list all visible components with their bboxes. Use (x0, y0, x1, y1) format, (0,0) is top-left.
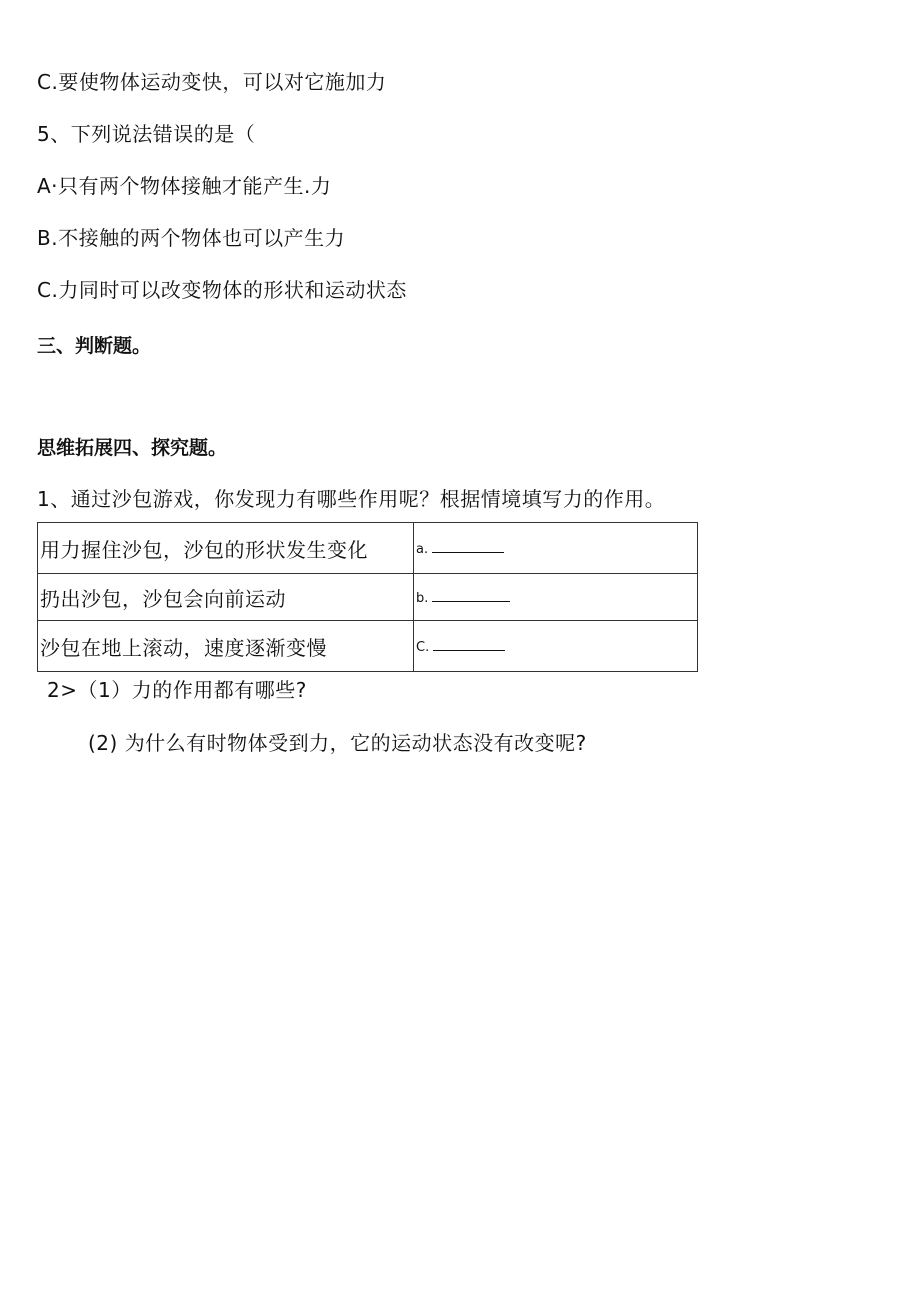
question-5: 5、下列说法错误的是（ (37, 122, 256, 146)
answer-cell[interactable] (414, 523, 698, 574)
question-2-part-2: (2) 为什么有时物体受到力，它的运动状态没有改变呢? (88, 731, 587, 755)
question-5-option-a: A·只有两个物体接触才能产生.力 (37, 174, 332, 198)
option-c-previous: C.要使物体运动变快，可以对它施加力 (37, 70, 387, 94)
answer-label: C. (416, 639, 430, 655)
question-2-part-1: 2>（1）力的作用都有哪些? (47, 678, 307, 702)
scene-cell: 用力握住沙包，沙包的形状发生变化 (38, 523, 414, 574)
answer-label: b. (416, 590, 429, 606)
force-effects-table (37, 522, 698, 672)
section-3-heading: 三、判断题。 (37, 335, 152, 357)
table-row (38, 621, 698, 672)
scene-cell: 沙包在地上滚动，速度逐渐变慢 (38, 621, 414, 672)
answer-label: a. (416, 541, 429, 557)
answer-cell[interactable] (414, 621, 698, 672)
answer-blank[interactable] (432, 540, 504, 553)
table-row (38, 523, 698, 574)
answer-blank[interactable] (432, 589, 510, 602)
scene-cell: 扔出沙包，沙包会向前运动 (38, 574, 414, 621)
section-4-heading: 思维拓展四、探究题。 (37, 437, 228, 459)
answer-cell[interactable] (414, 574, 698, 621)
question-1: 1、通过沙包游戏，你发现力有哪些作用呢？根据情境填写力的作用。 (37, 487, 666, 511)
question-5-option-b: B.不接触的两个物体也可以产生力 (37, 226, 346, 250)
question-5-option-c: C.力同时可以改变物体的形状和运动状态 (37, 278, 407, 302)
table-row (38, 574, 698, 621)
answer-blank[interactable] (433, 638, 505, 651)
